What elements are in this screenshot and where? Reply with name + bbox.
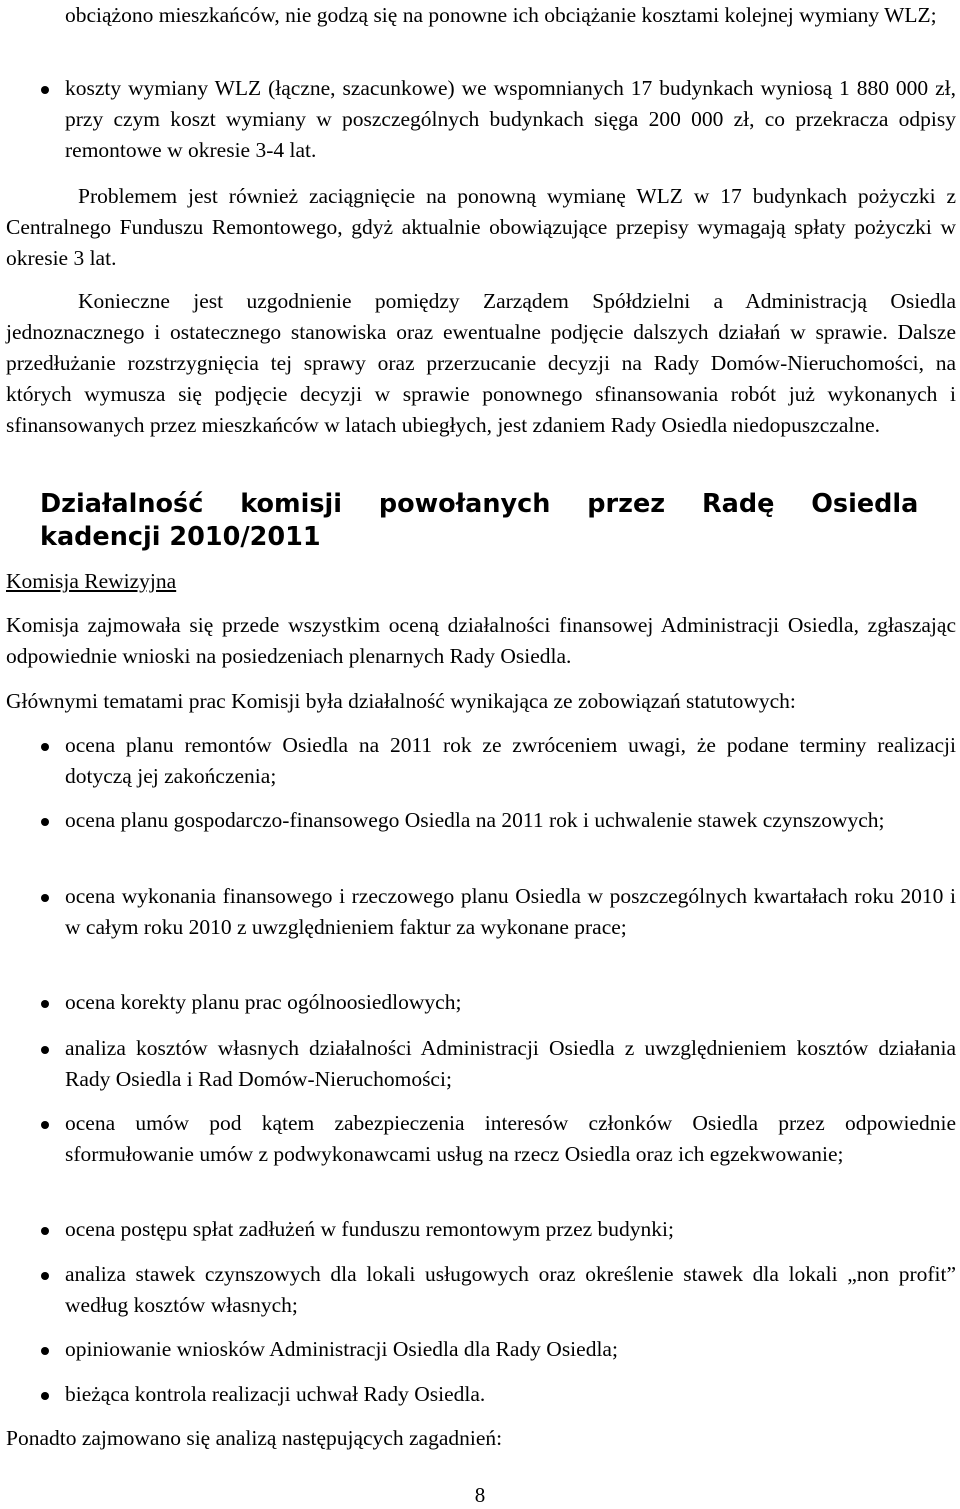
paragraph-problem: Problemem jest również zaciągnięcie na ponowną wymianę WLZ w 17 budynkach pożyczki z Centralnego Funduszu Remontowego, gdyż aktualnie obowiązujące przepisy wymagają spłaty pożyczki w okresie 3 lat.: [6, 184, 956, 270]
section-heading-line1: Działalność komisji powołanych przez Radę Osiedla: [40, 489, 919, 519]
bullet-icon: [41, 1392, 49, 1400]
bullet-icon: [41, 1000, 49, 1008]
list-item-text: ocena korekty planu prac ogólnoosiedlowych;: [65, 990, 462, 1014]
list-item-text: ocena planu remontów Osiedla na 2011 rok ze zwróceniem uwagi, że podane terminy realizacji dotyczą jej zakończenia;: [65, 733, 956, 788]
list-item-text: ocena postępu spłat zadłużeń w funduszu remontowym przez budynki;: [65, 1217, 674, 1241]
list-item: [65, 881, 956, 943]
list-item-text: obciążono mieszkańców, nie godzą się na ponowne ich obciążanie kosztami kolejnej wymiany WLZ;: [65, 3, 937, 27]
list-item-text: ocena umów pod kątem zabezpieczenia interesów członków Osiedla przez odpowiednie sformułowanie umów z podwykonawcami usług na rzecz Osiedla oraz ich egzekwowanie;: [65, 1111, 956, 1166]
list-item-text: bieżąca kontrola realizacji uchwał Rady Osiedla.: [65, 1382, 486, 1406]
list-item: [65, 1108, 956, 1170]
list-item: [65, 1379, 956, 1410]
bullet-icon: [41, 1272, 49, 1280]
paragraph-komisja: Komisja zajmowała się przede wszystkim oceną działalności finansowej Administracji Osiedla, zgłaszając odpowiednie wnioski na posiedzeniach plenarnych Rady Osiedla.: [6, 613, 956, 668]
list-item: [65, 805, 956, 836]
subheading-komisja-rewizyjna: Komisja Rewizyjna: [6, 569, 177, 593]
list-item: [65, 73, 956, 166]
bullet-icon: [41, 1046, 49, 1054]
list-item: [65, 0, 956, 31]
bullet-icon: [41, 894, 49, 902]
paragraph-konieczne: Konieczne jest uzgodnienie pomiędzy Zarządem Spółdzielni a Administracją Osiedla jednoznacznego i ostatecznego stanowiska oraz ewentualne podjęcie dalszych działań w sprawie. Dalsze przedłużanie rozstrzygnięcia tej sprawy oraz przerzucanie decyzji na Rady Domów-Nieruchomości, na których wymusza się podjęcie decyzji w sprawie ponownego sfinansowania robót już wykonanych i sfinansowanych przez mieszkańców w latach ubiegłych, jest zdaniem Rady Osiedla niedopuszczalne.: [6, 289, 956, 437]
paragraph-ponadto: Ponadto zajmowano się analizą następujących zagadnień:: [6, 1426, 503, 1450]
paragraph-tematy: Głównymi tematami prac Komisji była działalność wynikająca ze zobowiązań statutowych:: [6, 689, 796, 713]
list-item: [65, 730, 956, 792]
section-heading-line2: kadencji 2010/2011: [40, 522, 321, 552]
list-item-text: opiniowanie wniosków Administracji Osiedla dla Rady Osiedla;: [65, 1337, 618, 1361]
bullet-icon: [41, 1121, 49, 1129]
bullet-icon: [41, 743, 49, 751]
section-heading: [40, 488, 956, 554]
list-item-text: analiza kosztów własnych działalności Administracji Osiedla z uwzględnieniem kosztów działania Rady Osiedla i Rad Domów-Nieruchomości;: [65, 1036, 956, 1091]
bullet-icon: [41, 86, 49, 94]
list-item: [65, 1334, 956, 1365]
list-item-text: ocena wykonania finansowego i rzeczowego planu Osiedla w poszczególnych kwartałach roku 2010 i w całym roku 2010 z uwzględnieniem faktur za wykonane prace;: [65, 884, 956, 939]
bullet-icon: [41, 1347, 49, 1355]
list-item: [65, 1214, 956, 1245]
page-number: 8: [474, 1483, 486, 1507]
list-item-text: analiza stawek czynszowych dla lokali usługowych oraz określenie stawek dla lokali „non profit” według kosztów własnych;: [65, 1262, 956, 1317]
bullet-icon: [41, 818, 49, 826]
list-item: [65, 987, 956, 1018]
bullet-icon: [41, 1227, 49, 1235]
list-item: [65, 1259, 956, 1321]
list-item: [65, 1033, 956, 1095]
list-item-text: koszty wymiany WLZ (łączne, szacunkowe) we wspomnianych 17 budynkach wyniosą 1 880 000 zł, przy czym koszt wymiany w poszczególnych budynkach sięga 200 000 zł, co przekracza odpisy remontowe w okresie 3-4 lat.: [65, 76, 956, 162]
list-item-text: ocena planu gospodarczo-finansowego Osiedla na 2011 rok i uchwalenie stawek czynszowych;: [65, 808, 885, 832]
